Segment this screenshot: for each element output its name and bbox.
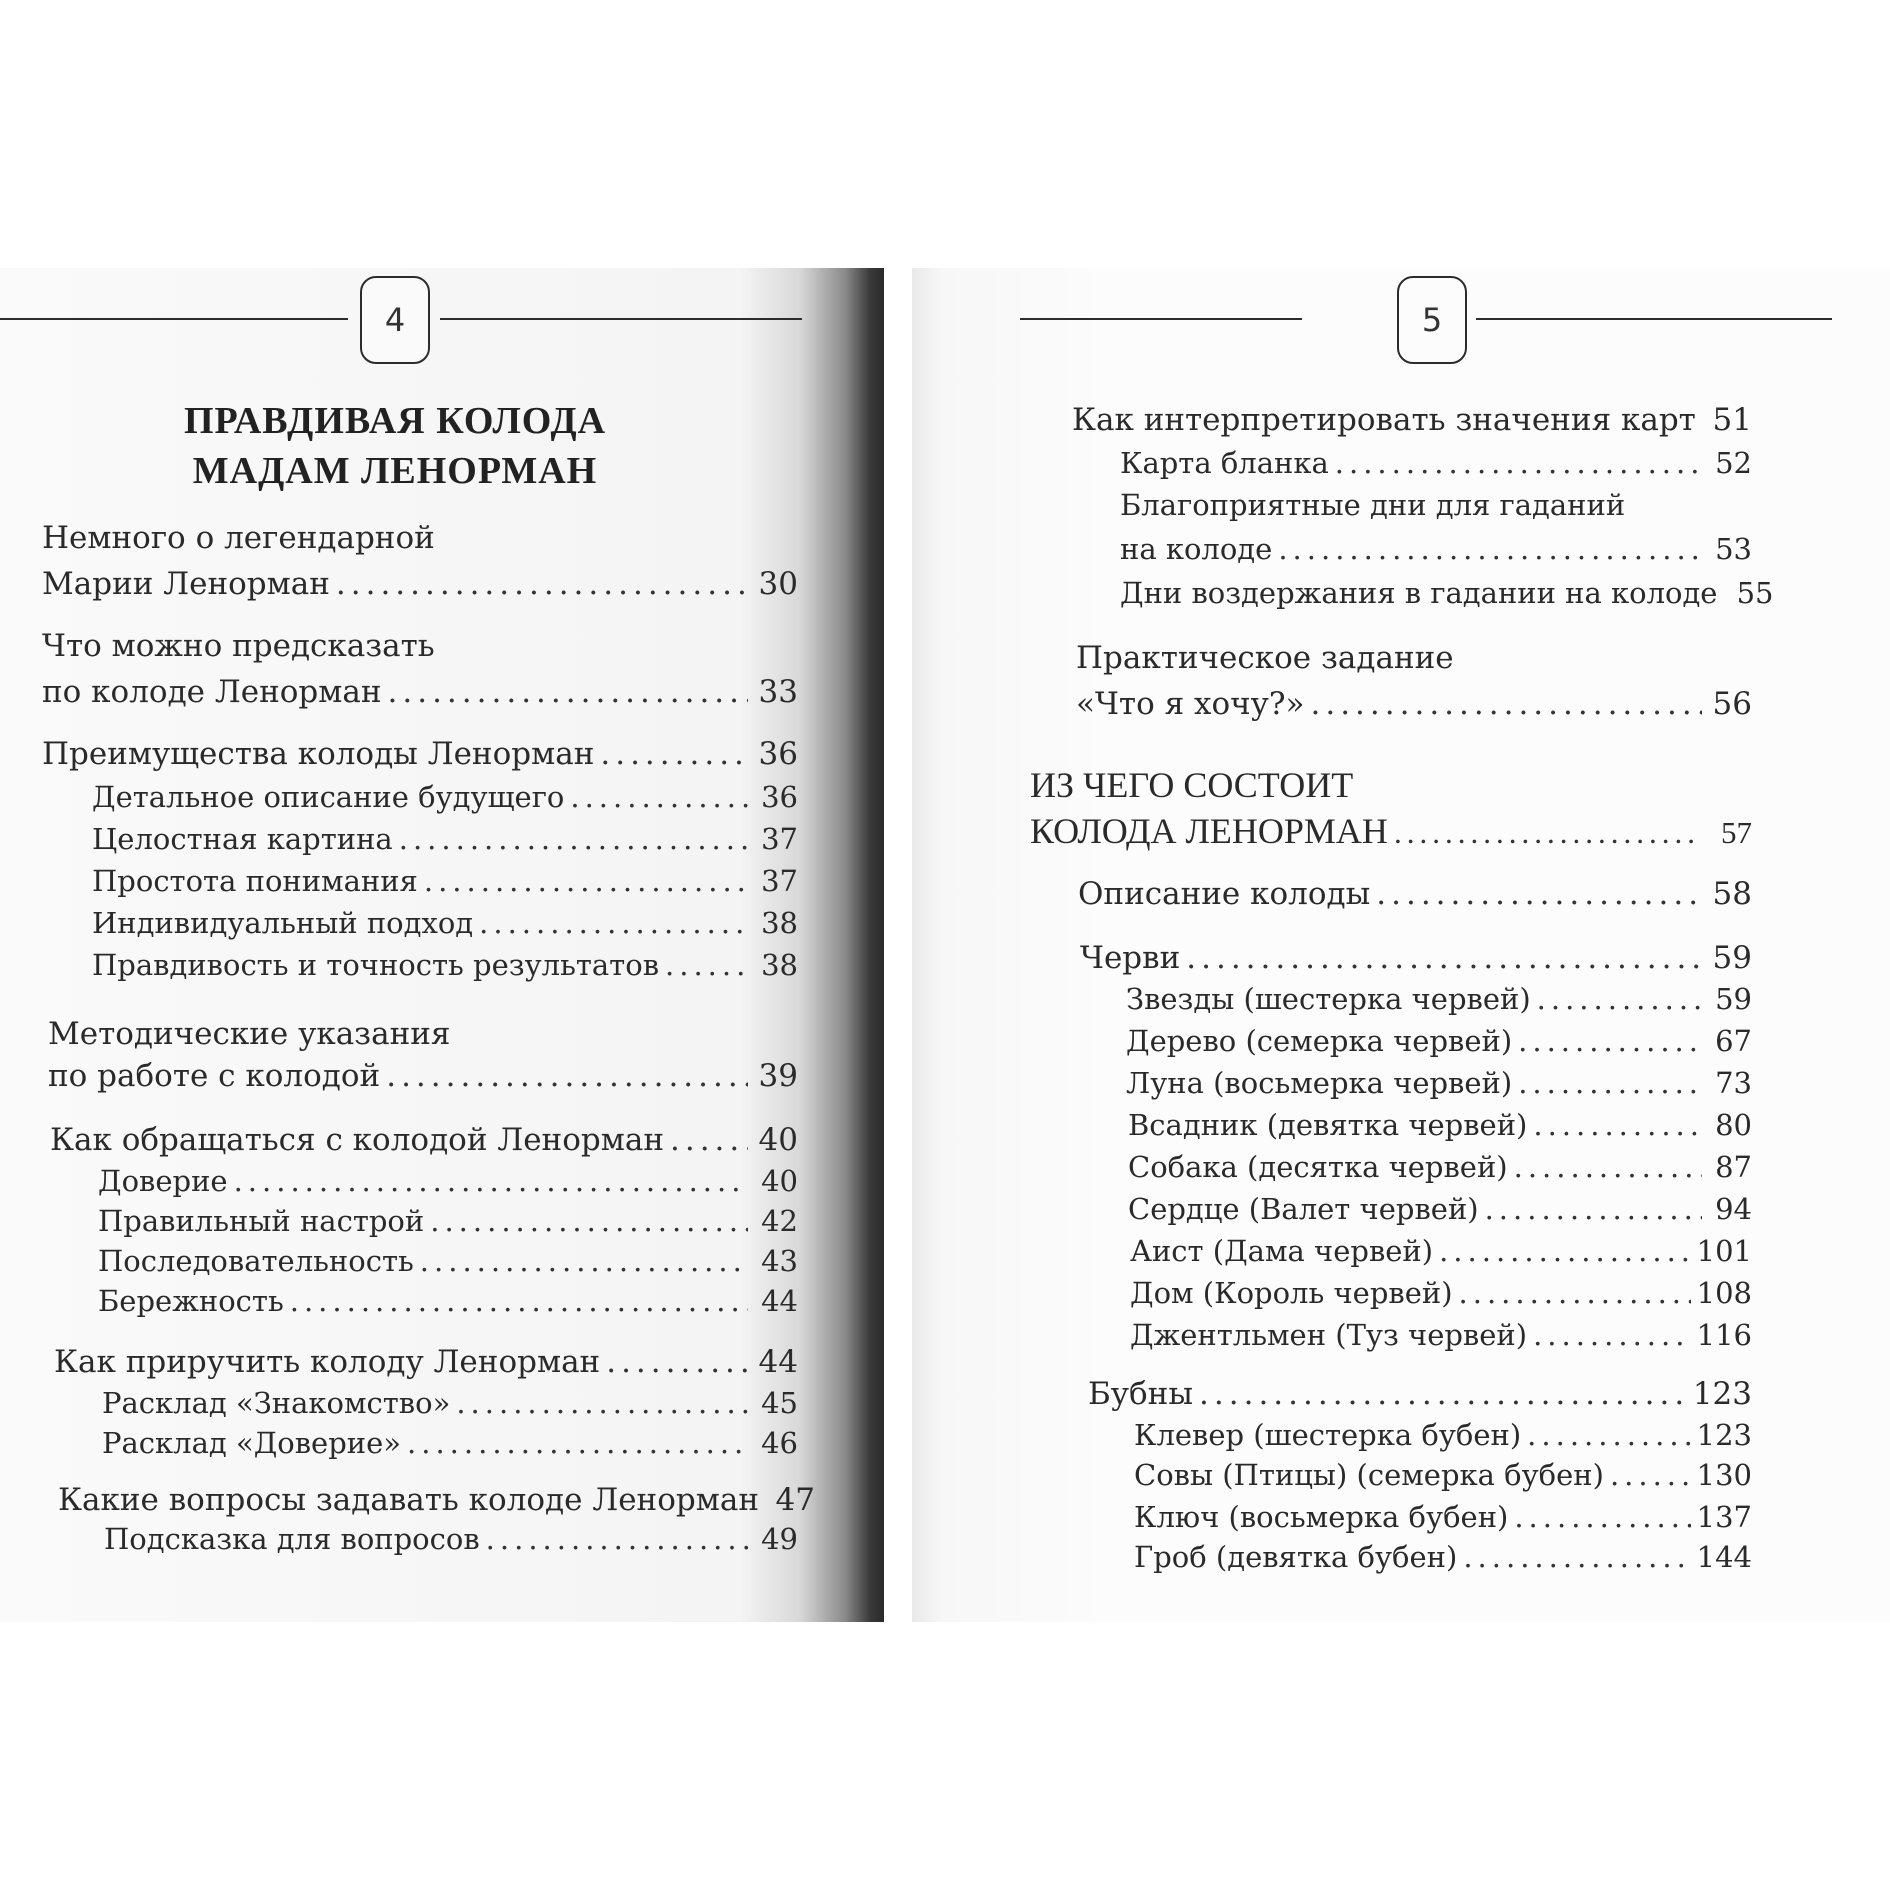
toc-entry-title: Описание колоды (1078, 876, 1371, 912)
leader-dots (1533, 1318, 1691, 1352)
left-page (0, 268, 884, 1622)
toc-page-number: 37 (761, 864, 798, 898)
toc-entry-title: Бубны (1088, 1376, 1194, 1412)
toc-entry[interactable] (54, 1344, 798, 1380)
leader-dots (407, 1426, 748, 1460)
page-number: 4 (360, 276, 430, 364)
toc-entry-line1: Немного о легендарной (42, 520, 435, 556)
leader-dots (1463, 1540, 1690, 1574)
leader-dots (234, 1164, 748, 1198)
toc-page-number: 123 (1696, 1418, 1752, 1452)
leader-dots (456, 1386, 748, 1420)
leader-dots (1518, 1066, 1702, 1100)
toc-page-number: 51 (1712, 402, 1752, 438)
toc-subentry[interactable] (1130, 1276, 1752, 1310)
toc-entry-title: Собака (десятка червей) (1128, 1150, 1508, 1184)
toc-entry-title: Расклад «Знакомство» (102, 1386, 451, 1420)
leader-dots (570, 780, 748, 814)
leader-dots (670, 1122, 748, 1158)
toc-entry[interactable] (1080, 940, 1752, 976)
toc-subentry[interactable] (102, 1386, 798, 1420)
toc-page-number: 57 (1721, 815, 1752, 850)
leader-dots (399, 822, 748, 856)
toc-entry-title: Доверие (98, 1164, 228, 1198)
toc-page-number: 46 (761, 1426, 798, 1460)
toc-entry[interactable] (42, 566, 798, 602)
toc-page-number: 33 (758, 674, 798, 710)
toc-page-number: 101 (1696, 1234, 1752, 1268)
toc-chapter-line1: ИЗ ЧЕГО СОСТОИТ (1030, 765, 1354, 805)
toc-subentry[interactable] (1126, 1024, 1752, 1058)
toc-entry-title: Аист (Дама червей) (1130, 1234, 1434, 1268)
toc-entry[interactable] (1078, 876, 1752, 912)
leader-dots (1514, 1500, 1690, 1534)
toc-entry[interactable] (42, 674, 798, 710)
leader-dots (1186, 940, 1702, 976)
toc-entry-title: Детальное описание будущего (92, 780, 565, 814)
toc-page-number: 56 (1712, 686, 1752, 722)
toc-page-number: 87 (1715, 1150, 1752, 1184)
toc-entry-title: КОЛОДА ЛЕНОРМАН (1030, 811, 1388, 851)
toc-page-number: 130 (1696, 1458, 1752, 1492)
toc-page-number: 40 (761, 1164, 798, 1198)
toc-page-number: 59 (1712, 940, 1752, 976)
toc-page-number: 38 (761, 948, 798, 982)
leader-dots (424, 864, 748, 898)
leader-dots (1310, 686, 1702, 722)
toc-page-number: 37 (761, 822, 798, 856)
toc-entry[interactable] (1072, 402, 1752, 438)
leader-dots (1199, 1376, 1687, 1412)
leader-dots (1537, 982, 1702, 1016)
toc-page-number: 39 (758, 1058, 798, 1094)
toc-page-number: 38 (761, 906, 798, 940)
toc-entry-title: Индивидуальный подход (92, 906, 474, 940)
leader-dots (388, 674, 748, 710)
toc-page-number: 59 (1715, 982, 1752, 1016)
toc-page-number: 116 (1696, 1318, 1752, 1352)
leader-dots (665, 948, 748, 982)
toc-subentry[interactable] (98, 1244, 798, 1278)
leader-dots (1610, 1458, 1691, 1492)
toc-subentry[interactable] (92, 948, 798, 982)
toc-page-number: 49 (761, 1522, 798, 1556)
toc-page-number: 80 (1715, 1108, 1752, 1142)
leader-dots (1533, 1108, 1702, 1142)
header-rule (0, 318, 348, 320)
leader-dots (430, 1204, 748, 1238)
toc-page-number: 58 (1712, 876, 1752, 912)
toc-entry-title: Целостная картина (92, 822, 393, 856)
toc-entry-title: Расклад «Доверие» (102, 1426, 402, 1460)
toc-entry-title: Карта бланка (1120, 446, 1329, 480)
toc-entry-title: Подсказка для вопросов (104, 1522, 480, 1556)
toc-page-number: 73 (1715, 1066, 1752, 1100)
toc-subentry[interactable] (1120, 446, 1752, 480)
leader-dots (420, 1244, 748, 1278)
leader-dots (1278, 532, 1702, 566)
toc-subentry[interactable] (1130, 1318, 1752, 1352)
toc-entry[interactable] (42, 736, 798, 772)
leader-dots (1514, 1150, 1702, 1184)
toc-subentry[interactable] (1134, 1500, 1752, 1534)
leader-dots (290, 1284, 748, 1318)
leader-dots (1527, 1418, 1690, 1452)
header-rule (1476, 318, 1832, 320)
toc-entry-title: Сердце (Валет червей) (1128, 1192, 1479, 1226)
leader-dots (1335, 446, 1702, 480)
toc-entry-title: Дом (Король червей) (1130, 1276, 1453, 1310)
toc-page-number: 144 (1696, 1540, 1752, 1574)
toc-entry-title: по работе с колодой (48, 1058, 381, 1094)
toc-page-number: 30 (758, 566, 798, 602)
toc-page-number: 43 (761, 1244, 798, 1278)
toc-chapter-entry[interactable] (1030, 810, 1752, 852)
toc-subentry[interactable] (98, 1164, 798, 1198)
toc-subentry[interactable] (1126, 982, 1752, 1016)
page-gap (884, 268, 912, 1622)
toc-entry-title: Марии Ленорман (42, 566, 330, 602)
toc-entry-title: Всадник (девятка червей) (1128, 1108, 1528, 1142)
left-page-header (0, 268, 884, 378)
leader-dots (1439, 1234, 1691, 1268)
leader-dots (600, 736, 748, 772)
toc-page-number: 53 (1715, 532, 1752, 566)
toc-subentry[interactable] (92, 864, 798, 898)
section-title-line2: МАДАМ ЛЕНОРМАН (192, 450, 598, 492)
toc-entry-title: Как приручить колоду Ленорман (54, 1344, 601, 1380)
toc-entry-title: на колоде (1120, 532, 1273, 566)
toc-subentry[interactable] (1134, 1458, 1752, 1492)
toc-page-number: 137 (1696, 1500, 1752, 1534)
toc-entry-title: Дни воздержания в гадании на колоде (1120, 576, 1718, 610)
toc-entry[interactable] (1076, 686, 1752, 722)
toc-page-number: 108 (1696, 1276, 1752, 1310)
right-page (912, 268, 1890, 1622)
toc-page-number: 36 (758, 736, 798, 772)
toc-entry-title: Как обращаться с колодой Ленорман (50, 1122, 664, 1158)
toc-entry-title: Преимущества колоды Ленорман (42, 736, 595, 772)
toc-page-number: 94 (1715, 1192, 1752, 1226)
leader-dots (1518, 1024, 1702, 1058)
toc-entry-title: Звезды (шестерка червей) (1126, 982, 1531, 1016)
toc-entry-title: Последовательность (98, 1244, 414, 1278)
leader-dots (336, 566, 748, 602)
toc-entry[interactable] (50, 1122, 798, 1158)
toc-entry-title: Луна (восьмерка червей) (1126, 1066, 1513, 1100)
toc-subentry[interactable] (1128, 1150, 1752, 1184)
leader-dots (606, 1344, 748, 1380)
toc-entry-title: по колоде Ленорман (42, 674, 382, 710)
section-title-line1: ПРАВДИВАЯ КОЛОДА (183, 400, 607, 442)
toc-entry[interactable] (1088, 1376, 1752, 1412)
leader-dots (486, 1522, 748, 1556)
toc-subentry[interactable] (102, 1426, 798, 1460)
leader-dots (386, 1058, 748, 1094)
leader-dots (1394, 815, 1702, 851)
toc-subentry[interactable] (92, 780, 798, 814)
toc-entry-line1: Благоприятные дни для гаданий (1120, 488, 1626, 522)
toc-page-number: 55 (1736, 576, 1774, 610)
toc-entry-title: Как интерпретировать значения карт (1072, 402, 1696, 438)
toc-entry-title: Ключ (восьмерка бубен) (1134, 1500, 1509, 1534)
toc-subentry[interactable] (92, 906, 798, 940)
toc-entry[interactable] (58, 1482, 815, 1518)
toc-subentry[interactable] (92, 822, 798, 856)
toc-entry-title: Бережность (98, 1284, 284, 1318)
toc-page-number: 40 (758, 1122, 798, 1158)
toc-page-number: 42 (761, 1204, 798, 1238)
toc-entry-line1: Что можно предсказать (42, 628, 435, 664)
toc-page-number: 45 (761, 1386, 798, 1420)
toc-subentry[interactable] (104, 1522, 798, 1556)
toc-page-number: 67 (1715, 1024, 1752, 1058)
leader-dots (1459, 1276, 1691, 1310)
toc-page-number: 52 (1715, 446, 1752, 480)
right-page-header (912, 268, 1890, 378)
toc-entry-line1: Методические указания (48, 1016, 451, 1052)
toc-entry-title: Клевер (шестерка бубен) (1134, 1418, 1522, 1452)
toc-page-number: 36 (761, 780, 798, 814)
toc-subentry[interactable] (1130, 1234, 1752, 1268)
toc-subentry[interactable] (1120, 532, 1752, 566)
toc-subentry[interactable] (1128, 1108, 1752, 1142)
toc-page-number: 44 (758, 1344, 798, 1380)
header-rule (440, 318, 802, 320)
header-rule (1020, 318, 1302, 320)
toc-entry-title: Черви (1080, 940, 1181, 976)
toc-entry-title: Совы (Птицы) (семерка бубен) (1134, 1458, 1604, 1492)
toc-subentry[interactable] (1120, 576, 1774, 610)
toc-page-number: 47 (775, 1482, 815, 1518)
leader-dots (1376, 876, 1702, 912)
toc-entry-title: Правдивость и точность результатов (92, 948, 660, 982)
toc-entry-title: Джентльмен (Туз червей) (1130, 1318, 1528, 1352)
toc-entry-title: Правильный настрой (98, 1204, 425, 1238)
toc-page-number: 123 (1692, 1376, 1752, 1412)
toc-entry-title: Простота понимания (92, 864, 418, 898)
leader-dots (1485, 1192, 1702, 1226)
toc-entry-title: Какие вопросы задавать колоде Ленорман (58, 1482, 759, 1518)
toc-entry[interactable] (48, 1058, 798, 1094)
toc-page-number: 44 (761, 1284, 798, 1318)
toc-subentry[interactable] (98, 1284, 798, 1318)
toc-subentry[interactable] (1128, 1192, 1752, 1226)
toc-entry-title: Гроб (девятка бубен) (1134, 1540, 1458, 1574)
toc-entry-title: Дерево (семерка червей) (1126, 1024, 1513, 1058)
page-number: 5 (1397, 276, 1467, 364)
toc-subentry[interactable] (1134, 1540, 1752, 1574)
leader-dots (479, 906, 748, 940)
toc-entry-title: «Что я хочу?» (1076, 686, 1305, 722)
toc-subentry[interactable] (1126, 1066, 1752, 1100)
toc-subentry[interactable] (98, 1204, 798, 1238)
toc-entry-line1: Практическое задание (1076, 640, 1454, 676)
toc-subentry[interactable] (1134, 1418, 1752, 1452)
